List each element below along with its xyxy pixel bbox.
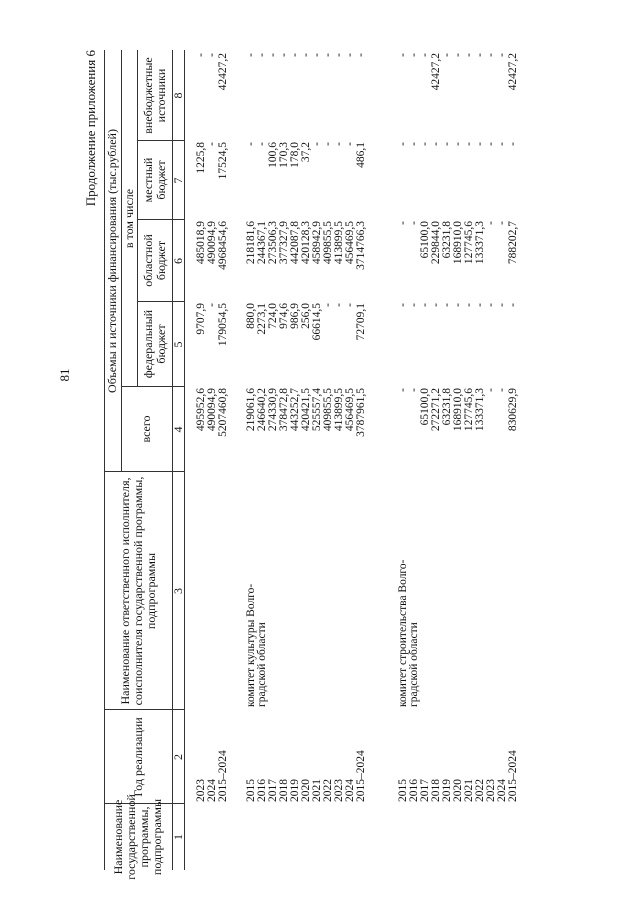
row-extra: - bbox=[333, 53, 345, 57]
row-regional bbox=[232, 221, 243, 300]
row-federal: - bbox=[430, 303, 442, 307]
row-federal bbox=[370, 303, 381, 385]
row-extra: - bbox=[195, 53, 207, 57]
row-extra: - bbox=[463, 53, 475, 57]
row-total: 246640,2 bbox=[256, 388, 268, 432]
col-num-3: 3 bbox=[171, 588, 185, 594]
row-regional: 420128,3 bbox=[300, 221, 312, 265]
row-federal: - bbox=[322, 303, 334, 307]
row-year: 2023 bbox=[195, 779, 207, 802]
row-year: 2024 bbox=[206, 779, 218, 802]
row-total bbox=[232, 388, 243, 470]
row-extra: - bbox=[441, 53, 453, 57]
row-local: - bbox=[333, 142, 345, 146]
row-year: 2023 bbox=[485, 779, 497, 802]
row-regional: 377327,9 bbox=[278, 221, 290, 265]
row-executor bbox=[301, 485, 312, 707]
row-regional: 4968454,6 bbox=[217, 221, 229, 270]
row-federal: 256,0 bbox=[300, 303, 312, 329]
row-executor bbox=[196, 485, 207, 707]
table-row bbox=[486, 50, 497, 870]
row-executor bbox=[334, 485, 345, 707]
row-executor: градской области bbox=[256, 622, 268, 707]
row-local: 100,6 bbox=[267, 142, 279, 168]
row-federal: - bbox=[452, 303, 464, 307]
row-federal: 72709,1 bbox=[355, 303, 367, 341]
row-executor bbox=[312, 485, 323, 707]
row-total: 65100,0 bbox=[419, 388, 431, 426]
row-year: 2015 bbox=[245, 779, 257, 802]
row-federal: 66614,5 bbox=[311, 303, 323, 341]
row-extra: - bbox=[322, 53, 334, 57]
row-extra: - bbox=[278, 53, 290, 57]
row-year bbox=[232, 712, 243, 802]
header-including: в том числе bbox=[121, 188, 136, 249]
col-num-5: 5 bbox=[171, 341, 185, 348]
table-row bbox=[323, 50, 334, 870]
row-federal: - bbox=[474, 303, 486, 307]
row-regional: 133371,3 bbox=[474, 221, 486, 265]
row-executor bbox=[345, 485, 356, 707]
row-regional: 409855,5 bbox=[322, 221, 334, 265]
table-row bbox=[312, 50, 323, 870]
row-year: 2020 bbox=[452, 779, 464, 802]
row-regional: 3714766,3 bbox=[355, 221, 367, 270]
table-row bbox=[508, 50, 519, 870]
header-year: Год реализации bbox=[130, 717, 145, 797]
row-executor bbox=[323, 485, 334, 707]
row-local: 17524,5 bbox=[217, 142, 229, 180]
row-extra: - bbox=[397, 53, 409, 57]
row-regional: - bbox=[496, 221, 508, 225]
table-row bbox=[268, 50, 279, 870]
row-year: 2021 bbox=[311, 779, 323, 802]
table-row bbox=[246, 50, 257, 870]
row-regional: - bbox=[397, 221, 409, 225]
row-year: 2022 bbox=[322, 779, 334, 802]
header-program-name: Наименование государственной программы, подпрограммы bbox=[111, 794, 164, 880]
row-year: 2018 bbox=[278, 779, 290, 802]
row-local: 37,2 bbox=[300, 142, 312, 163]
row-local: 1225,8 bbox=[195, 142, 207, 174]
table-row bbox=[453, 50, 464, 870]
row-federal: - bbox=[206, 303, 218, 307]
row-federal: - bbox=[485, 303, 497, 307]
row-extra: - bbox=[289, 53, 301, 57]
row-federal: 2273,1 bbox=[256, 303, 268, 335]
row-total: 495952,6 bbox=[195, 388, 207, 432]
header-extra: внебюджетные источники bbox=[140, 57, 168, 134]
row-total: 490094,9 bbox=[206, 388, 218, 432]
row-executor bbox=[207, 485, 218, 707]
row-executor: комитет культуры Волго- bbox=[245, 583, 257, 707]
row-local: - bbox=[441, 142, 453, 146]
row-regional: 168910,0 bbox=[452, 221, 464, 265]
row-extra: - bbox=[267, 53, 279, 57]
header-executor: Наименование ответственного исполнителя, соисполнителя государственной программы, подпрограммы bbox=[117, 476, 158, 706]
row-total: 420421,5 bbox=[300, 388, 312, 432]
row-federal: 9707,9 bbox=[195, 303, 207, 335]
table-row bbox=[356, 50, 367, 870]
row-federal: - bbox=[397, 303, 409, 307]
row-total: 272271,2 bbox=[430, 388, 442, 432]
row-extra: - bbox=[485, 53, 497, 57]
table-row bbox=[398, 50, 409, 870]
row-federal: 986,9 bbox=[289, 303, 301, 329]
table-row bbox=[370, 50, 381, 870]
row-total: 443252,7 bbox=[289, 388, 301, 432]
continuation-note: Продолжение приложения 6 bbox=[83, 50, 98, 207]
row-extra bbox=[370, 53, 381, 139]
row-local: - bbox=[463, 142, 475, 146]
table-row bbox=[301, 50, 312, 870]
row-total: 219061,6 bbox=[245, 388, 257, 432]
row-local bbox=[370, 142, 381, 218]
row-regional: 273506,3 bbox=[267, 221, 279, 265]
row-local: - bbox=[430, 142, 442, 146]
row-executor bbox=[508, 485, 519, 707]
table-row bbox=[384, 50, 395, 870]
row-executor bbox=[464, 485, 475, 707]
row-executor: комитет строительства Волго- bbox=[397, 559, 409, 707]
row-local: - bbox=[322, 142, 334, 146]
row-regional: 63231,8 bbox=[441, 221, 453, 259]
page-number: 81 bbox=[57, 368, 72, 382]
row-local: - bbox=[496, 142, 508, 146]
row-executor bbox=[453, 485, 464, 707]
row-year: 2024 bbox=[496, 779, 508, 802]
row-regional: 127745,6 bbox=[463, 221, 475, 265]
row-year: 2017 bbox=[419, 779, 431, 802]
column-numbers-border bbox=[184, 50, 185, 870]
row-total: - bbox=[408, 388, 420, 392]
table-row bbox=[345, 50, 356, 870]
row-executor bbox=[232, 485, 243, 707]
row-extra: 42427,2 bbox=[430, 53, 442, 91]
row-local: - bbox=[485, 142, 497, 146]
row-total: 378472,8 bbox=[278, 388, 290, 432]
row-federal bbox=[384, 303, 395, 385]
row-executor bbox=[420, 485, 431, 707]
row-federal: - bbox=[507, 303, 519, 307]
row-extra: - bbox=[311, 53, 323, 57]
row-extra: - bbox=[355, 53, 367, 57]
row-year bbox=[370, 712, 381, 802]
row-local: - bbox=[206, 142, 218, 146]
row-local bbox=[384, 142, 395, 218]
row-total: 830629,9 bbox=[507, 388, 519, 432]
col-num-1: 1 bbox=[171, 834, 185, 840]
row-extra bbox=[384, 53, 395, 139]
row-executor bbox=[370, 485, 381, 707]
row-total: - bbox=[397, 388, 409, 392]
row-extra: - bbox=[419, 53, 431, 57]
row-executor bbox=[279, 485, 290, 707]
row-total: 168910,0 bbox=[452, 388, 464, 432]
row-executor bbox=[268, 485, 279, 707]
row-year: 2015–2024 bbox=[217, 750, 229, 802]
row-local: 178,0 bbox=[289, 142, 301, 168]
table-row bbox=[196, 50, 207, 870]
row-total: 3787961,5 bbox=[355, 388, 367, 437]
row-federal: - bbox=[441, 303, 453, 307]
row-federal: - bbox=[408, 303, 420, 307]
row-executor bbox=[475, 485, 486, 707]
table-row bbox=[290, 50, 301, 870]
table-row bbox=[464, 50, 475, 870]
row-local: - bbox=[408, 142, 420, 146]
header-local: местный бюджет bbox=[140, 157, 168, 203]
header-total: всего bbox=[139, 415, 153, 443]
row-regional: 218181,6 bbox=[245, 221, 257, 265]
row-regional bbox=[384, 221, 395, 300]
row-year: 2017 bbox=[267, 779, 279, 802]
row-extra: - bbox=[496, 53, 508, 57]
table-row bbox=[497, 50, 508, 870]
row-regional: 229844,0 bbox=[430, 221, 442, 265]
row-total: 274330,9 bbox=[267, 388, 279, 432]
row-extra bbox=[232, 53, 243, 139]
row-year: 2016 bbox=[256, 779, 268, 802]
row-federal: 880,0 bbox=[245, 303, 257, 329]
row-total: 525557,4 bbox=[311, 388, 323, 432]
table-row bbox=[409, 50, 420, 870]
row-total: 127745,6 bbox=[463, 388, 475, 432]
col-divider-2 bbox=[104, 709, 184, 710]
row-year: 2019 bbox=[289, 779, 301, 802]
row-executor bbox=[497, 485, 508, 707]
row-federal bbox=[232, 303, 243, 385]
row-executor bbox=[356, 485, 367, 707]
row-total: - bbox=[496, 388, 508, 392]
row-regional: 413899,5 bbox=[333, 221, 345, 265]
row-year: 2015 bbox=[397, 779, 409, 802]
row-extra: 42427,2 bbox=[507, 53, 519, 91]
row-local: - bbox=[507, 142, 519, 146]
row-regional: 65100,0 bbox=[419, 221, 431, 259]
row-regional: 456469,5 bbox=[344, 221, 356, 265]
row-executor: градской области bbox=[408, 622, 420, 707]
row-regional: 490094,9 bbox=[206, 221, 218, 265]
row-regional: - bbox=[408, 221, 420, 225]
table-row bbox=[420, 50, 431, 870]
row-total: 5207460,8 bbox=[217, 388, 229, 437]
row-regional: 788202,7 bbox=[507, 221, 519, 265]
row-year: 2015–2024 bbox=[355, 750, 367, 802]
table-row bbox=[279, 50, 290, 870]
table-row bbox=[218, 50, 229, 870]
row-federal: - bbox=[463, 303, 475, 307]
row-executor bbox=[486, 485, 497, 707]
row-federal: 974,6 bbox=[278, 303, 290, 329]
row-regional: 485018,9 bbox=[195, 221, 207, 265]
row-regional bbox=[370, 221, 381, 300]
row-year: 2024 bbox=[344, 779, 356, 802]
row-executor bbox=[442, 485, 453, 707]
row-local: - bbox=[311, 142, 323, 146]
row-local bbox=[232, 142, 243, 218]
col-divider-3 bbox=[104, 471, 184, 472]
row-local: - bbox=[474, 142, 486, 146]
row-extra: - bbox=[245, 53, 257, 57]
row-extra: - bbox=[452, 53, 464, 57]
row-year: 2021 bbox=[463, 779, 475, 802]
row-year: 2015–2024 bbox=[507, 750, 519, 802]
row-year: 2020 bbox=[300, 779, 312, 802]
col-num-2: 2 bbox=[171, 754, 185, 760]
row-year: 2022 bbox=[474, 779, 486, 802]
row-regional: 458942,9 bbox=[311, 221, 323, 265]
row-regional: 442087,8 bbox=[289, 221, 301, 265]
row-total: 63231,8 bbox=[441, 388, 453, 426]
row-year: 2018 bbox=[430, 779, 442, 802]
row-total: - bbox=[485, 388, 497, 392]
row-year bbox=[384, 712, 395, 802]
row-federal: 179054,5 bbox=[217, 303, 229, 347]
table-row bbox=[232, 50, 243, 870]
col-num-8: 8 bbox=[171, 92, 185, 99]
table-row bbox=[257, 50, 268, 870]
table-row bbox=[431, 50, 442, 870]
row-local: - bbox=[452, 142, 464, 146]
row-regional: - bbox=[485, 221, 497, 225]
row-extra: - bbox=[408, 53, 420, 57]
row-local: - bbox=[256, 142, 268, 146]
col-num-6: 6 bbox=[171, 258, 185, 264]
table-row bbox=[475, 50, 486, 870]
header-regional: областной бюджет bbox=[140, 234, 168, 287]
header-funding: Объемы и источники финансирования (тыс.рублей) bbox=[105, 129, 119, 393]
row-extra: - bbox=[300, 53, 312, 57]
col-num-4: 4 bbox=[171, 426, 185, 433]
row-total: 456469,5 bbox=[344, 388, 356, 432]
row-executor bbox=[431, 485, 442, 707]
row-extra: - bbox=[474, 53, 486, 57]
col-num-7: 7 bbox=[171, 177, 185, 184]
row-federal: 724,0 bbox=[267, 303, 279, 329]
row-extra: 42427,2 bbox=[217, 53, 229, 91]
row-local: - bbox=[419, 142, 431, 146]
row-federal: - bbox=[419, 303, 431, 307]
row-extra: - bbox=[256, 53, 268, 57]
row-extra: - bbox=[344, 53, 356, 57]
row-local: - bbox=[344, 142, 356, 146]
table-row bbox=[442, 50, 453, 870]
row-total bbox=[370, 388, 381, 470]
row-extra: - bbox=[206, 53, 218, 57]
row-executor bbox=[218, 485, 229, 707]
header-federal: федеральный бюджет bbox=[140, 309, 168, 379]
row-year: 2019 bbox=[441, 779, 453, 802]
row-local: 486,1 bbox=[355, 142, 367, 168]
row-local: - bbox=[397, 142, 409, 146]
row-total: 409855,5 bbox=[322, 388, 334, 432]
row-total: 413899,5 bbox=[333, 388, 345, 432]
row-regional: 244367,1 bbox=[256, 221, 268, 265]
row-year: 2016 bbox=[408, 779, 420, 802]
row-local: - bbox=[245, 142, 257, 146]
row-year: 2023 bbox=[333, 779, 345, 802]
row-total: 133371,3 bbox=[474, 388, 486, 432]
table-sheet bbox=[80, 50, 580, 880]
row-local: 170,3 bbox=[278, 142, 290, 168]
row-federal: - bbox=[333, 303, 345, 307]
row-executor bbox=[384, 485, 395, 707]
table-row bbox=[334, 50, 345, 870]
row-total bbox=[384, 388, 395, 470]
row-federal: - bbox=[344, 303, 356, 307]
row-executor bbox=[290, 485, 301, 707]
row-federal: - bbox=[496, 303, 508, 307]
